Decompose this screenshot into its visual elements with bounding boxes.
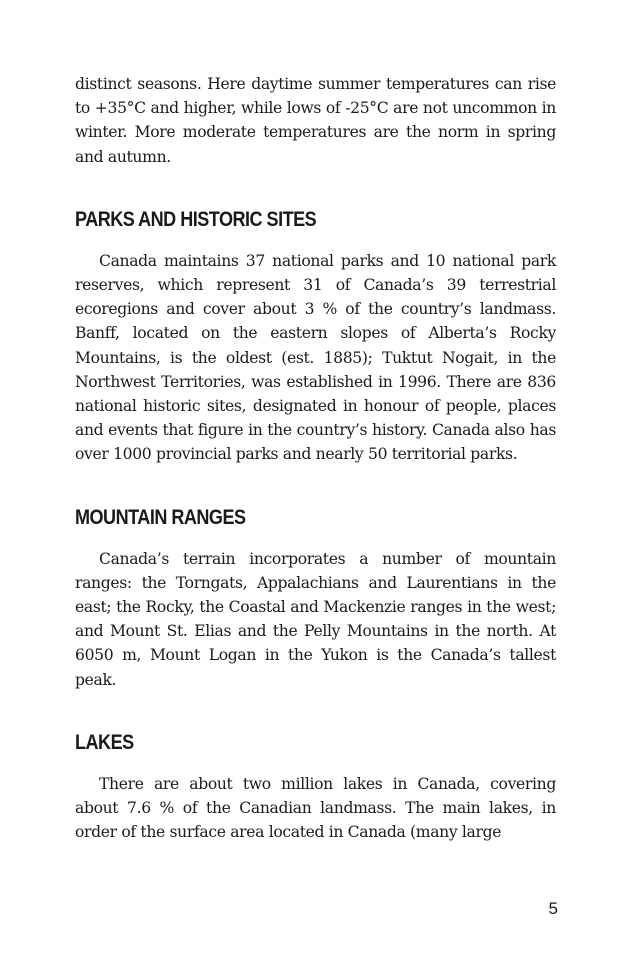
page-number: 5 [548,899,558,918]
intro-paragraph: distinct seasons. Here daytime summer temperatures can rise to +35°C and higher, while lows of -25°C are not uncommon in winter. More moderate temperatures are the norm in spring and autumn. [75,75,556,166]
section-body-parks: Canada maintains 37 national parks and 10 national park reserves, which represent 31 of Canada’s 39 terrestrial ecoregions and cover about 3 % of the country’s landmass. Banff, located on the eastern slopes of Alberta’s Rocky Mountains, is the oldest (est. 1885); Tuktut Nogait, in the Northwest Territories, was established in 1996. There are 836 national historic sites, designated in honour of people, places and events that figure in the country’s history. Canada also has over 1000 provincial parks and nearly 50 territorial parks. [75,251,556,464]
page-content [75,72,556,844]
section-heading-mountains: MOUNTAIN RANGES [75,505,246,529]
section-heading-parks: PARKS AND HISTORIC SITES [75,207,317,231]
section-body-mountains: Canada’s terrain incorporates a number of mountain ranges: the Torngats, Appalachians and Laurentians in the east; the Rocky, the Coastal and Mackenzie ranges in the west; and Mount St. Elias and the Pelly Mountains in the north. At 6050 m, Mount Logan in the Yukon is the Canada’s tallest peak. [75,549,556,689]
section-heading-lakes: LAKES [75,730,134,754]
section-body-lakes: There are about two million lakes in Canada, covering about 7.6 % of the Canadian landmass. The main lakes, in order of the surface area located in Canada (many large [75,774,556,842]
